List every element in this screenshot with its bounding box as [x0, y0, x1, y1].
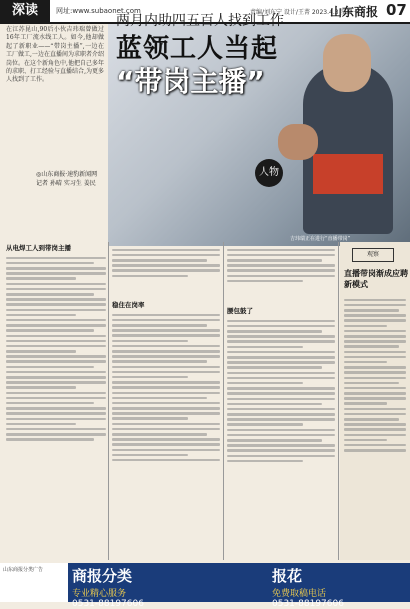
classified-ad-tag: 专业精心服务: [72, 589, 127, 599]
lead-paragraph: 在江苏昆山,90后小伙吉玮瑞曾做过16年工厂流水线工人。如今,他却做起了新职业——“带岗主播”,一边在工厂做工,一边在直播间为求职者介绍岗位。在这个新角色中,他把自己多年的求职、打工经验与直播结合,为更多人找到了工作。: [6, 26, 104, 84]
header-info: 责编/刘东宁 设计/王菁 2023.4.3 星期一: [250, 9, 359, 16]
worker-vest: [313, 154, 383, 194]
section-heading-3: 腰包鼓了: [227, 307, 253, 315]
commentary-body: [344, 296, 406, 560]
baohua-ad-phone: 0531-88197606: [272, 599, 344, 609]
column-divider-2: [223, 242, 224, 560]
commentary-label: 观察: [352, 248, 394, 262]
column-divider-1: [108, 242, 109, 560]
photo-caption: 吉玮瑞正在进行“直播带岗”: [290, 236, 351, 242]
ad-notice-text: 山东商报分类广告: [3, 567, 44, 573]
headline-line2: “带岗主播”: [116, 65, 265, 98]
ad-notice-box: [0, 563, 68, 602]
body-column-1: [6, 254, 106, 560]
classified-ad-title: 商报分类: [72, 567, 133, 585]
header-url: 网址:www.subaonet.com: [56, 7, 141, 15]
headline-subtitle: 两月内助四五百人找到工作: [116, 13, 284, 29]
body-column-2: [112, 311, 220, 561]
section-heading-2: 稳住在岗率: [112, 301, 145, 309]
paper-name: 山东商报: [330, 5, 379, 19]
baohua-ad: [272, 565, 410, 609]
column-divider-3: [338, 242, 339, 560]
classified-ad: [72, 565, 212, 609]
baohua-ad-title: 报花: [272, 567, 303, 585]
baohua-ad-tag: 免费取稿电话: [272, 589, 327, 599]
byline-authors: 记者 孙晴 实习生 姜民: [36, 180, 96, 187]
commentary-title: 直播带岗渐成应聘新模式: [344, 269, 408, 289]
worker-hand: [278, 124, 318, 160]
headline-line1: 蓝领工人当起: [116, 34, 279, 64]
section-heading-1: 从电焊工人到带岗主播: [6, 244, 71, 252]
section-tag: 深读: [0, 0, 50, 22]
byline-outlet: ◎山东商报·速豹新闻网: [36, 171, 98, 178]
page-number: 07: [386, 1, 407, 19]
byline: [36, 170, 97, 188]
classified-ad-phone: 0531-88197606: [72, 599, 144, 609]
topic-badge: 人物: [255, 159, 283, 187]
body-column-3: [227, 317, 335, 561]
worker-face: [323, 34, 371, 92]
